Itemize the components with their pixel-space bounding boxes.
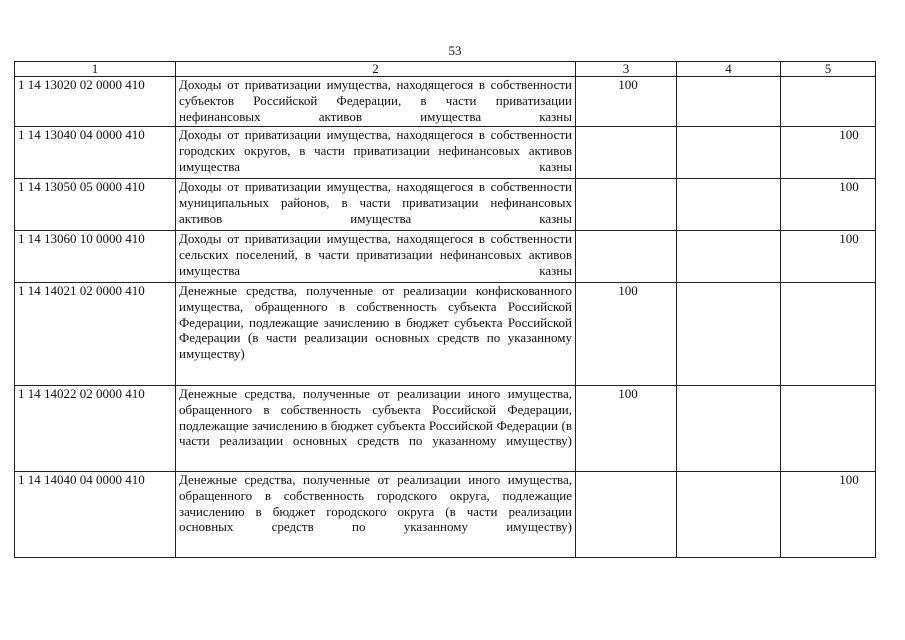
header-col-2: 2: [176, 62, 576, 77]
table-header-row: [15, 62, 876, 77]
row-description: Доходы от приватизации имущества, находящегося в собственности муниципальных районов, в части приватизации нефинансовых активов имущества казны: [176, 179, 576, 231]
table-row: [15, 179, 876, 231]
row-col5: [781, 386, 876, 472]
row-code: 1 14 13020 02 0000 410: [15, 77, 176, 127]
row-col4: [677, 179, 781, 231]
row-description: Денежные средства, полученные от реализации иного имущества, обращенного в собственность субъекта Российской Федерации, подлежащие зачислению в бюджет субъекта Российской Федерации (в части реализации основных средств по указанному имуществу): [176, 386, 576, 472]
row-col3: [576, 231, 677, 283]
row-col5: 100: [781, 127, 876, 179]
row-description: Денежные средства, полученные от реализации конфискованного имущества, обращенного в собственность субъекта Российской Федерации, подлежащие зачислению в бюджет субъекта Российской Федерации (в части реализации основных средств по указанному имуществу): [176, 283, 576, 386]
header-col-4: 4: [677, 62, 781, 77]
row-col3: 100: [576, 77, 677, 127]
row-col5: 100: [781, 179, 876, 231]
row-description: Доходы от приватизации имущества, находящегося в собственности сельских поселений, в части приватизации нефинансовых активов имущества казны: [176, 231, 576, 283]
row-col4: [677, 77, 781, 127]
table-row: [15, 283, 876, 386]
row-col5: [781, 283, 876, 386]
table-row: [15, 77, 876, 127]
row-description: Доходы от приватизации имущества, находящегося в собственности городских округов, в части приватизации нефинансовых активов имущества казны: [176, 127, 576, 179]
row-description: Доходы от приватизации имущества, находящегося в собственности субъектов Российской Федерации, в части приватизации нефинансовых активов имущества казны: [176, 77, 576, 127]
revenue-table: [14, 61, 876, 558]
row-col5: 100: [781, 472, 876, 558]
row-col3: [576, 472, 677, 558]
row-col3: [576, 127, 677, 179]
header-col-1: 1: [15, 62, 176, 77]
table-row: [15, 231, 876, 283]
row-code: 1 14 13050 05 0000 410: [15, 179, 176, 231]
header-col-3: 3: [576, 62, 677, 77]
header-col-5: 5: [781, 62, 876, 77]
table-row: [15, 472, 876, 558]
row-col4: [677, 472, 781, 558]
row-col4: [677, 231, 781, 283]
row-col4: [677, 283, 781, 386]
table-row: [15, 386, 876, 472]
row-col5: [781, 77, 876, 127]
row-code: 1 14 14022 02 0000 410: [15, 386, 176, 472]
row-col4: [677, 386, 781, 472]
row-col5: 100: [781, 231, 876, 283]
row-col3: 100: [576, 283, 677, 386]
page-number: 53: [448, 43, 462, 58]
row-code: 1 14 13060 10 0000 410: [15, 231, 176, 283]
row-code: 1 14 13040 04 0000 410: [15, 127, 176, 179]
row-code: 1 14 14021 02 0000 410: [15, 283, 176, 386]
row-col3: 100: [576, 386, 677, 472]
row-code: 1 14 14040 04 0000 410: [15, 472, 176, 558]
row-description: Денежные средства, полученные от реализации иного имущества, обращенного в собственность городского округа, подлежащие зачислению в бюджет городского округа (в части реализации основных средств по указанному имуществу): [176, 472, 576, 558]
table-row: [15, 127, 876, 179]
row-col4: [677, 127, 781, 179]
row-col3: [576, 179, 677, 231]
